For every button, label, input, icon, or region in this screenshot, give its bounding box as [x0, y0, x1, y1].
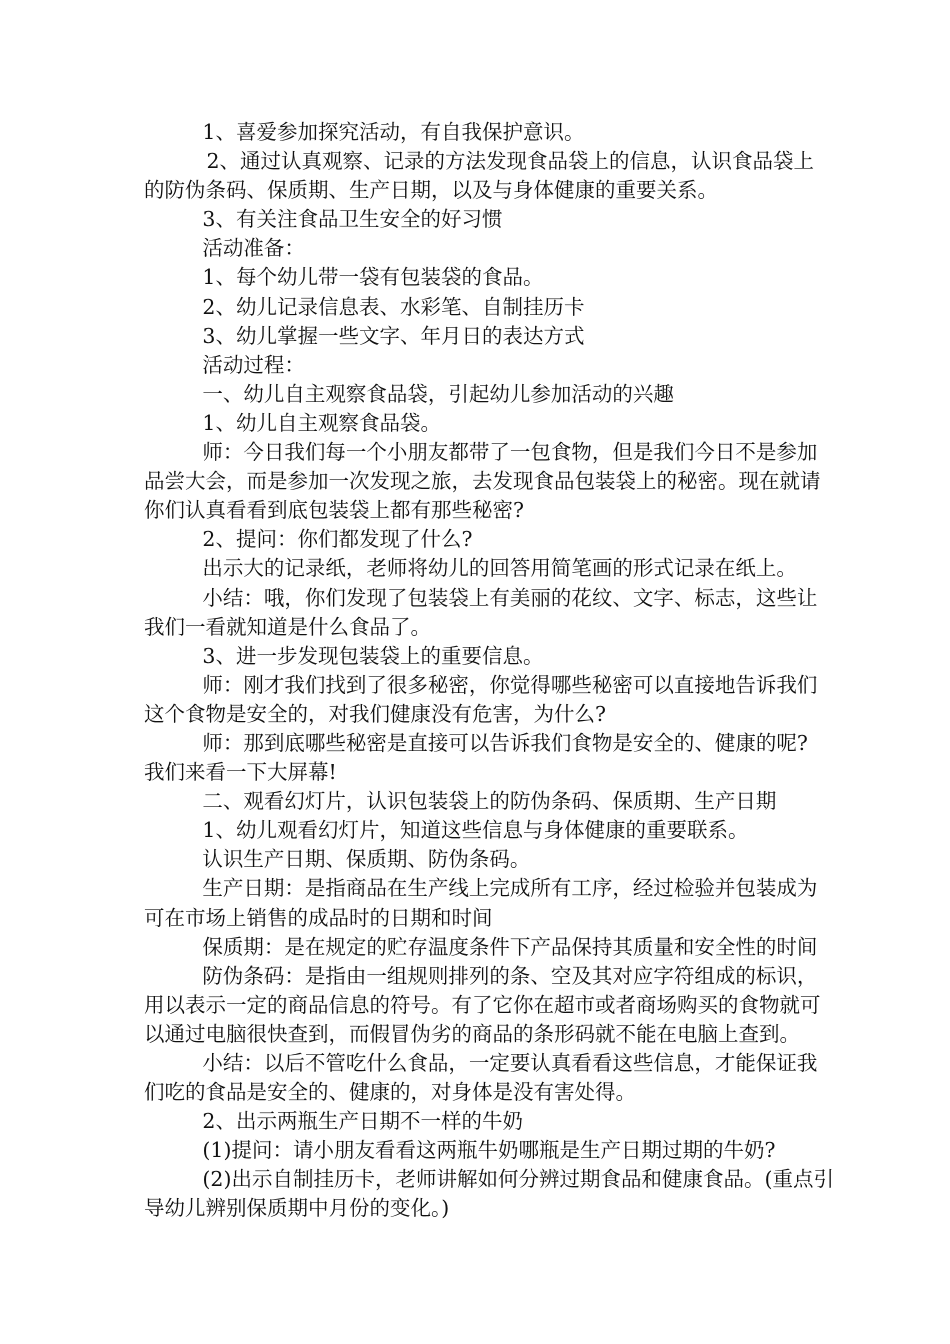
- paragraph: 生产日期：是指商品在生产线上完成所有工序，经过检验并包装成为可在市场上销售的成品时的日期和时间: [144, 876, 818, 930]
- paragraph: 1、幼儿自主观察食品袋。: [202, 410, 441, 435]
- paragraph: 出示大的记录纸，老师将幼儿的回答用简笔画的形式记录在纸上。: [202, 556, 797, 581]
- paragraph: 2、通过认真观察、记录的方法发现食品袋上的信息，认识食品袋上的防伪条码、保质期、生产日期，以及与身体健康的重要关系。: [144, 149, 815, 203]
- paragraph: 师：今日我们每一个小朋友都带了一包食物，但是我们今日不是参加品尝大会，而是参加一次发现之旅，去发现食品包装袋上的秘密。现在就请你们认真看看到底包装袋上都有那些秘密?: [144, 440, 821, 523]
- paragraph: 保质期：是在规定的贮存温度条件下产品保持其质量和安全性的时间: [202, 934, 818, 959]
- paragraph: 1、幼儿观看幻灯片，知道这些信息与身体健康的重要联系。: [202, 818, 749, 843]
- section-heading: 活动准备：: [202, 236, 305, 261]
- paragraph: 小结：以后不管吃什么食品，一定要认真看看这些信息，才能保证我们吃的食品是安全的、健康的，对身体是没有害处得。: [144, 1051, 818, 1105]
- paragraph: 3、有关注食品卫生安全的好习惯: [202, 207, 503, 232]
- paragraph: 2、出示两瓶生产日期不一样的牛奶: [202, 1109, 523, 1134]
- paragraph: 师：刚才我们找到了很多秘密，你觉得哪些秘密可以直接地告诉我们这个食物是安全的，对我们健康没有危害，为什么?: [144, 672, 818, 726]
- paragraph: 师：那到底哪些秘密是直接可以告诉我们食物是安全的、健康的呢?我们来看一下大屏幕!: [144, 730, 808, 785]
- paragraph: 认识生产日期、保质期、防伪条码。: [202, 847, 531, 872]
- paragraph: 1、每个幼儿带一袋有包装袋的食品。: [202, 265, 544, 290]
- paragraph: 防伪条码：是指由一组规则排列的条、空及其对应字符组成的标识，用以表示一定的商品信息的符号。有了它你在超市或者商场购买的食物就可以通过电脑很快查到，而假冒伪劣的商品的条形码就不能在电脑上查到。: [144, 963, 821, 1046]
- paragraph: 二、观看幻灯片，认识包装袋上的防伪条码、保质期、生产日期: [202, 789, 777, 814]
- paragraph: 3、进一步发现包装袋上的重要信息。: [202, 643, 544, 668]
- paragraph: (1)提问：请小朋友看看这两瓶牛奶哪瓶是生产日期过期的牛奶?: [202, 1138, 776, 1163]
- paragraph: 2、幼儿记录信息表、水彩笔、自制挂历卡: [202, 294, 585, 319]
- paragraph: (2)出示自制挂历卡，老师讲解如何分辨过期食品和健康食品。(重点引导幼儿辨别保质期中月份的变化。): [144, 1167, 834, 1221]
- section-heading: 活动过程：: [202, 352, 305, 377]
- document-body: [144, 118, 834, 1224]
- paragraph: 1、喜爱参加探究活动，有自我保护意识。: [202, 120, 585, 144]
- paragraph: 2、提问：你们都发现了什么?: [202, 527, 473, 552]
- paragraph: 小结：哦，你们发现了包装袋上有美丽的花纹、文字、标志，这些让我们一看就知道是什么食品了。: [144, 585, 818, 639]
- paragraph: 3、幼儿掌握一些文字、年月日的表达方式: [202, 323, 585, 348]
- paragraph: 一、幼儿自主观察食品袋，引起幼儿参加活动的兴趣: [202, 381, 674, 406]
